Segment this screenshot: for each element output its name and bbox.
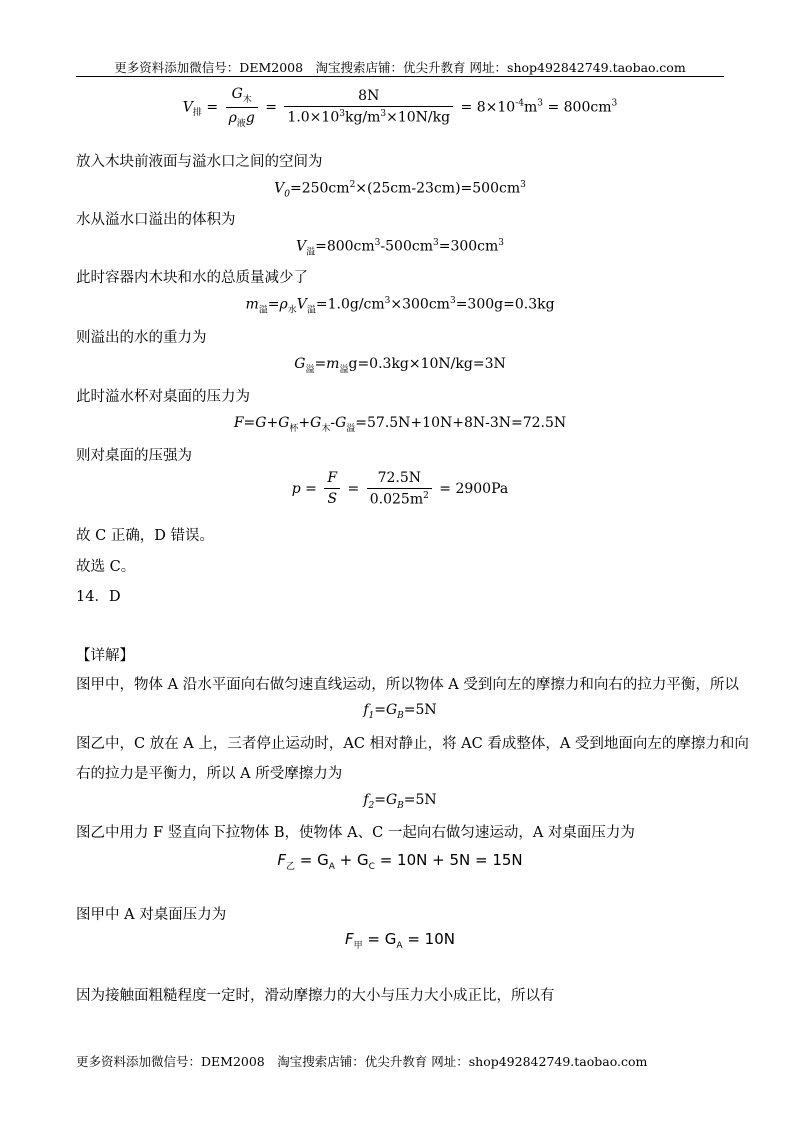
paragraph: 此时溢水杯对桌面的压力为 <box>76 389 250 405</box>
page-header: 更多资料添加微信号：DEM2008 淘宝搜索店铺：优尖升教育 网址：shop492842749.taobao.com <box>114 60 686 75</box>
answer-number: 14．D <box>76 589 121 605</box>
equation-friction-1: $f_1=G_B=5N$ <box>363 702 437 721</box>
equation-pressure-jia: $F_甲 = G_A = 10N$ <box>345 930 455 951</box>
paragraph: 故 C 正确，D 错误。 <box>76 528 215 544</box>
equation-friction-2: $f_2=G_B=5N$ <box>363 792 437 811</box>
section-heading: 【详解】 <box>76 648 134 664</box>
equation-pressure: p = $\frac{F}{S}$ = $\frac{72.5N}{0.025m^2}$ = 2900Pa <box>291 470 509 508</box>
paragraph: 图乙中用力 F 竖直向下拉物体 B，使物体 A、C 一起向右做匀速运动，A 对桌面压力为 <box>76 825 635 841</box>
paragraph: 则对桌面的压强为 <box>76 448 192 464</box>
paragraph: 右的拉力是平衡力，所以 A 所受摩擦力为 <box>76 766 343 782</box>
equation-overflow-volume: $V_溢=800cm^3-500cm^3=300cm^3$ <box>295 238 505 258</box>
equation-pressure-force: $F=G+G_杯+G_木-G_溢=57.5N+10N+8N-3N=72.5N$ <box>233 415 567 434</box>
equation-pressure-yi: $F_乙 = G_A + G_C = 10N + 5N = 15N$ <box>277 851 523 872</box>
equation-overflow-mass: $m_溢=\rho_水V_溢=1.0g/cm^3\times 300cm^3=300g=0.3kg$ <box>245 296 555 316</box>
paragraph: 图甲中 A 对桌面压力为 <box>76 907 227 923</box>
paragraph: 故选 C。 <box>76 559 136 575</box>
paragraph: 放入木块前液面与溢水口之间的空间为 <box>76 154 323 170</box>
equation-displaced-volume: $V_排$ = $\frac{G_木}{\rho_液g}$ = $\frac{8N}{1.0\times 10^3kg/m^3\times 10N/kg}$ = $8\times 10^{-4}m^3 = 800cm^3$ <box>182 86 618 129</box>
equation-space-volume: $V_0=250cm^2\times(25cm-23cm)=500cm^3$ <box>274 180 526 200</box>
paragraph: 水从溢水口溢出的体积为 <box>76 212 236 228</box>
equation-overflow-weight: $G_溢=m_溢g=0.3kg\times 10N/kg=3N$ <box>294 356 506 375</box>
paragraph: 则溢出的水的重力为 <box>76 330 207 346</box>
paragraph: 因为接触面粗糙程度一定时，滑动摩擦力的大小与压力大小成正比，所以有 <box>76 988 555 1004</box>
paragraph: 图乙中，C 放在 A 上，三者停止运动时，AC 相对静止，将 AC 看成整体，A 受到地面向左的摩擦力和向 <box>76 736 749 752</box>
paragraph: 图甲中，物体 A 沿水平面向右做匀速直线运动，所以物体 A 受到向左的摩擦力和向右的拉力平衡，所以 <box>76 677 739 693</box>
page-footer: 更多资料添加微信号：DEM2008 淘宝搜索店铺：优尖升教育 网址：shop492842749.taobao.com <box>76 1054 648 1069</box>
header-divider <box>76 76 724 77</box>
paragraph: 此时容器内木块和水的总质量减少了 <box>76 270 308 286</box>
